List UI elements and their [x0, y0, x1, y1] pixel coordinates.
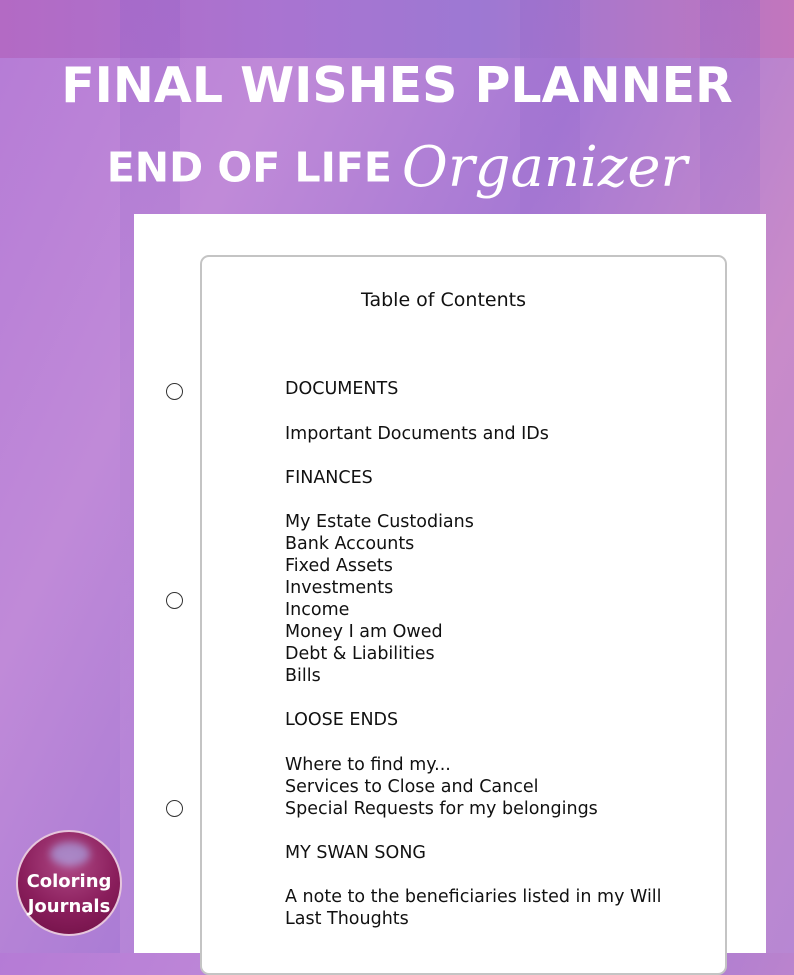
- toc-item: Fixed Assets: [285, 556, 393, 576]
- toc-item: Special Requests for my belongings: [285, 799, 598, 819]
- toc-item: Bills: [285, 666, 321, 686]
- logo-highlight: [50, 842, 90, 866]
- toc-item: A note to the beneficiaries listed in my Will: [285, 887, 662, 907]
- planner-title: FINAL WISHES PLANNER: [61, 57, 733, 114]
- planner-subtitle: [0, 135, 794, 200]
- toc-item: Investments: [285, 578, 394, 598]
- logo-text-line2: Journals: [27, 896, 111, 917]
- toc-section-documents: DOCUMENTS: [285, 379, 399, 399]
- binder-hole: [166, 800, 183, 817]
- toc-item: Where to find my...: [285, 755, 451, 775]
- binder-hole: [166, 383, 183, 400]
- subtitle-caps: END OF LIFE: [106, 143, 392, 192]
- coloring-journals-logo: [16, 830, 122, 936]
- toc-item: My Estate Custodians: [285, 512, 474, 532]
- toc-item: Money I am Owed: [285, 622, 443, 642]
- toc-section-finances: FINANCES: [285, 468, 373, 488]
- toc-item: Debt & Liabilities: [285, 644, 435, 664]
- toc-item: Bank Accounts: [285, 534, 415, 554]
- toc-section-swan-song: MY SWAN SONG: [285, 843, 426, 863]
- logo-text-line1: Coloring: [26, 871, 112, 892]
- toc-item: Services to Close and Cancel: [285, 777, 539, 797]
- toc-item: Last Thoughts: [285, 909, 409, 929]
- binder-hole: [166, 592, 183, 609]
- toc-item: Important Documents and IDs: [285, 424, 549, 444]
- toc-section-loose-ends: LOOSE ENDS: [285, 710, 399, 730]
- toc-heading: Table of Contents: [361, 289, 526, 311]
- toc-item: Income: [285, 600, 350, 620]
- page-frame: [200, 255, 727, 975]
- subtitle-script: Organizer: [401, 135, 688, 200]
